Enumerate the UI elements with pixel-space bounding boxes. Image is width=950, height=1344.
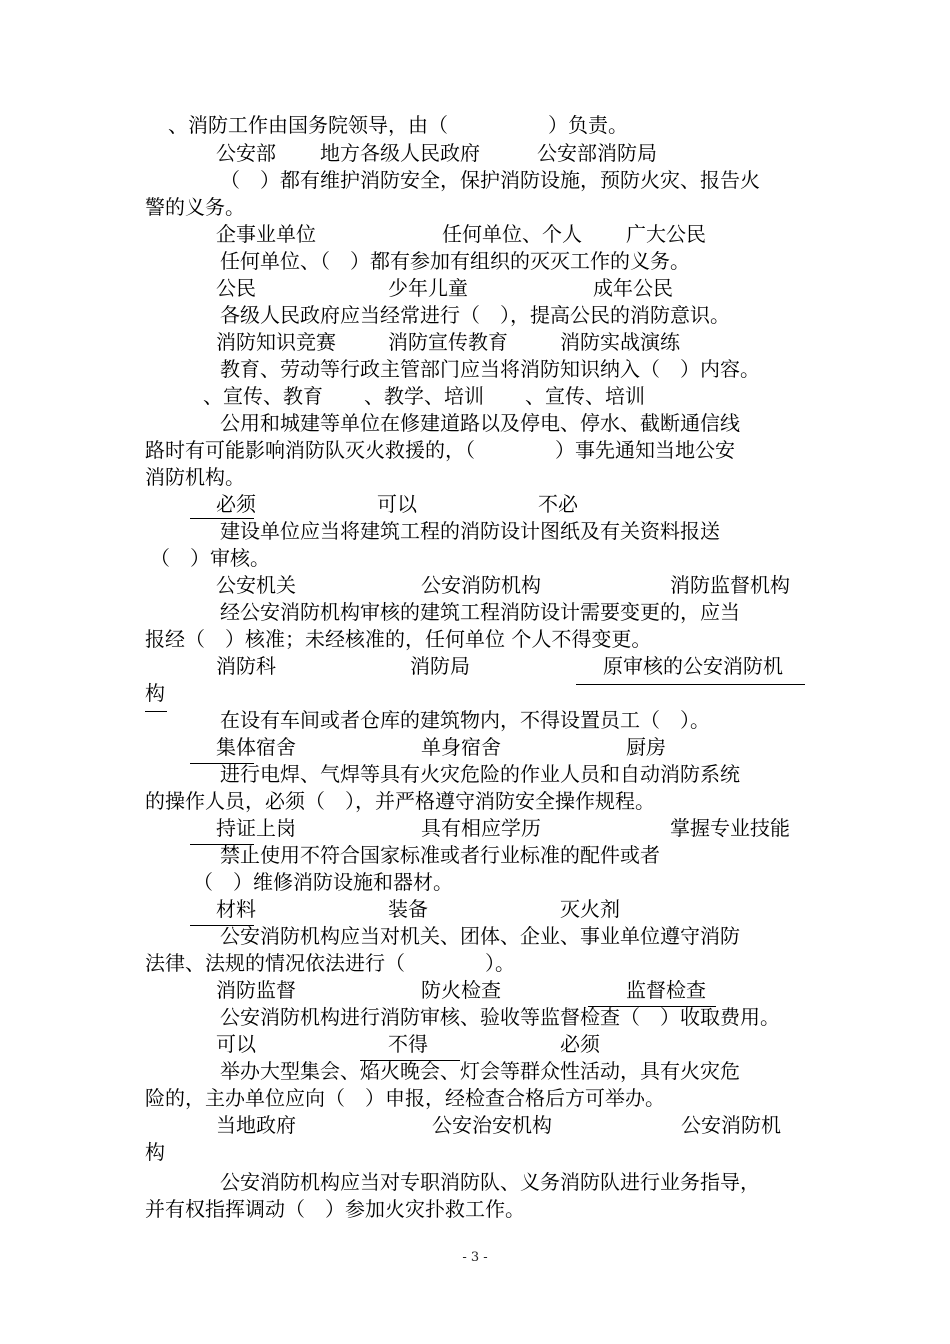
question-11-option-a: 材料 <box>216 897 256 921</box>
question-7-line-1: 建设单位应当将建筑工程的消防设计图纸及有关资料报送 <box>220 519 720 543</box>
question-5-option-a: 、宣传、教育 <box>203 384 323 408</box>
question-15-line-1: 公安消防机构应当对专职消防队、义务消防队进行业务指导， <box>220 1170 760 1194</box>
question-7-line-2: （ ）审核。 <box>150 546 270 570</box>
question-6-line-1: 公用和城建等单位在修建道路以及停电、停水、截断通信线 <box>220 411 740 435</box>
question-14-option-c-wrap: 构 <box>145 1140 165 1164</box>
question-11-option-c: 灭火剂 <box>560 897 620 921</box>
question-3-text: 任何单位、（ ）都有参加有组织的灭灭工作的义务。 <box>220 249 690 273</box>
question-9-option-b: 单身宿舍 <box>421 735 501 759</box>
question-11-option-b: 装备 <box>388 897 428 921</box>
question-10-line-2: 的操作人员，必须（ ），并严格遵守消防安全操作规程。 <box>145 789 655 813</box>
question-6-line-2: 路时有可能影响消防队灭火救援的，（ ）事先通知当地公安 <box>145 438 735 462</box>
question-12-option-c: 监督检查 <box>626 978 706 1002</box>
question-2-option-c: 广大公民 <box>626 222 706 246</box>
question-13-option-c: 必须 <box>560 1032 600 1056</box>
page-number: - 3 - <box>462 1250 488 1265</box>
question-9-option-a: 集体宿舍 <box>216 735 296 759</box>
question-10-option-b: 具有相应学历 <box>421 816 541 840</box>
question-9-option-c: 厨房 <box>626 735 666 759</box>
question-3-option-b: 少年儿童 <box>388 276 468 300</box>
question-6-option-c: 不必 <box>538 492 578 516</box>
question-10-option-c: 掌握专业技能 <box>670 816 790 840</box>
question-4-text: 各级人民政府应当经常进行（ ），提高公民的消防意识。 <box>220 303 730 327</box>
question-2-option-a: 企事业单位 <box>216 222 316 246</box>
question-13-text: 公安消防机构进行消防审核、验收等监督检查（ ）收取费用。 <box>220 1005 780 1029</box>
question-6-option-a: 必须 <box>216 492 256 516</box>
question-1-option-c: 公安部消防局 <box>537 141 657 165</box>
question-8-option-b: 消防局 <box>410 654 470 678</box>
question-12-line-2: 法律、法规的情况依法进行（ ）。 <box>145 951 515 975</box>
question-8-line-1: 经公安消防机构审核的建筑工程消防设计需要变更的，应当 <box>220 600 740 624</box>
question-6-line-3: 消防机构。 <box>145 465 245 489</box>
question-2-line-1: （ ）都有维护消防安全，保护消防设施，预防火灾、报告火 <box>220 168 760 192</box>
question-1-option-b: 地方各级人民政府 <box>320 141 480 165</box>
question-11-line-2: （ ）维修消防设施和器材。 <box>193 870 453 894</box>
question-4-option-c: 消防实战演练 <box>560 330 680 354</box>
question-13-option-a: 可以 <box>216 1032 256 1056</box>
question-12-option-b: 防火检查 <box>421 978 501 1002</box>
question-5-option-b: 、教学、培训 <box>364 384 484 408</box>
question-2-line-2: 警的义务。 <box>145 195 245 219</box>
question-1-option-a: 公安部 <box>216 141 276 165</box>
question-3-option-c: 成年公民 <box>593 276 673 300</box>
question-15-line-2: 并有权指挥调动（ ）参加火灾扑救工作。 <box>145 1197 525 1221</box>
question-10-line-1: 进行电焊、气焊等具有火灾危险的作业人员和自动消防系统 <box>220 762 740 786</box>
question-7-option-a: 公安机关 <box>216 573 296 597</box>
underline-mark <box>576 684 805 685</box>
question-6-option-b: 可以 <box>377 492 417 516</box>
question-12-line-1: 公安消防机构应当对机关、团体、企业、事业单位遵守消防 <box>220 924 740 948</box>
question-14-line-1: 举办大型集会、焰火晚会、灯会等群众性活动，具有火灾危 <box>220 1059 740 1083</box>
question-5-option-c: 、宣传、培训 <box>525 384 645 408</box>
question-3-option-a: 公民 <box>216 276 256 300</box>
question-13-option-b: 不得 <box>388 1032 428 1056</box>
question-2-option-b: 任何单位、个人 <box>442 222 582 246</box>
question-8-line-2: 报经（ ）核准；未经核准的，任何单位 个人不得变更。 <box>145 627 652 651</box>
question-4-option-a: 消防知识竞赛 <box>216 330 336 354</box>
question-9-text: 在设有车间或者仓库的建筑物内，不得设置员工（ ）。 <box>220 708 710 732</box>
question-14-line-2: 险的，主办单位应向（ ）申报，经检查合格后方可举办。 <box>145 1086 665 1110</box>
question-8-option-c-wrap: 构 <box>145 681 165 705</box>
question-8-option-c: 原审核的公安消防机 <box>603 654 783 678</box>
question-10-option-a: 持证上岗 <box>216 816 296 840</box>
question-7-option-c: 消防监督机构 <box>670 573 790 597</box>
question-14-option-c: 公安消防机 <box>681 1113 781 1137</box>
question-8-option-a: 消防科 <box>216 654 276 678</box>
question-11-line-1: 禁止使用不符合国家标准或者行业标准的配件或者 <box>220 843 660 867</box>
question-14-option-a: 当地政府 <box>216 1113 296 1137</box>
question-7-option-b: 公安消防机构 <box>421 573 541 597</box>
question-1-text: 、消防工作由国务院领导，由（ ）负责。 <box>168 113 628 137</box>
question-5-text: 教育、劳动等行政主管部门应当将消防知识纳入（ ）内容。 <box>220 357 760 381</box>
underline-mark <box>145 711 167 712</box>
question-4-option-b: 消防宣传教育 <box>388 330 508 354</box>
question-14-option-b: 公安治安机构 <box>432 1113 552 1137</box>
question-12-option-a: 消防监督 <box>216 978 296 1002</box>
